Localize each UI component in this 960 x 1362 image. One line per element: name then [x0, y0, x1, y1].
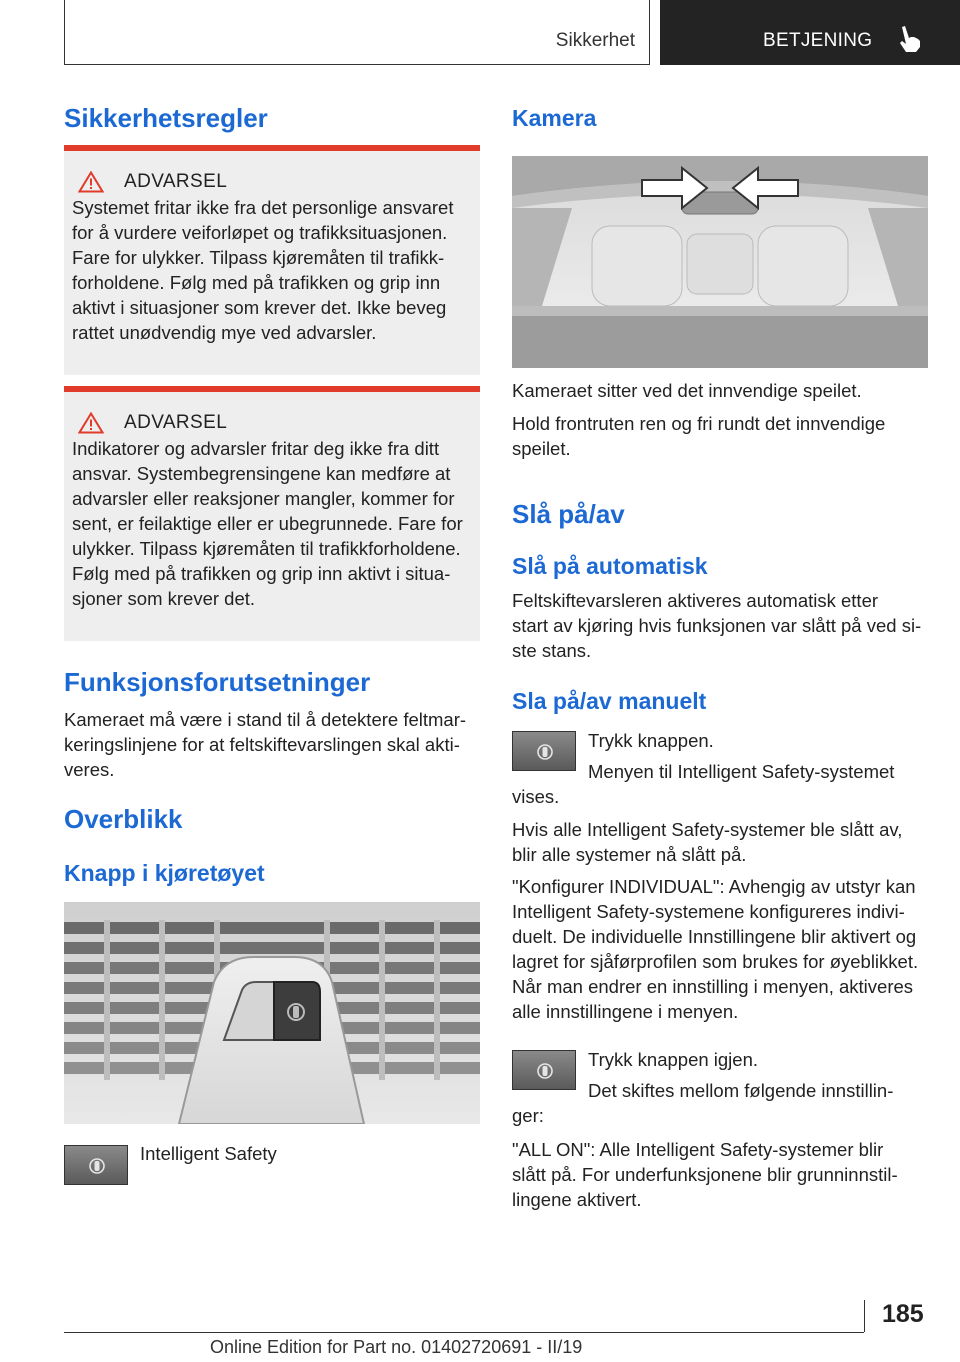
- intelligent-safety-icon: [537, 742, 553, 762]
- all-off-text: Hvis alle Intelligent Safety-systemer ble slått av, blir alle systemer nå slått på.: [512, 819, 903, 865]
- safety-rules-heading: Sikkerhetsregler: [64, 103, 268, 133]
- step2-press-text: Trykk knappen igjen.: [588, 1049, 759, 1070]
- pointing-hand-icon: [896, 25, 922, 53]
- header-chapter-tab: [660, 0, 960, 65]
- camera-photo: [512, 156, 928, 368]
- intelligent-safety-button-image: [512, 1050, 576, 1090]
- intelligent-safety-icon: [89, 1156, 105, 1176]
- manual-on-off-heading: Sla på/av manuelt: [512, 688, 707, 714]
- warning-box-1: [64, 145, 480, 375]
- intelligent-safety-button-image: [512, 731, 576, 771]
- vehicle-button-photo: [64, 902, 480, 1124]
- auto-on-heading: Slå på automatisk: [512, 553, 708, 579]
- warning-text: Systemet fritar ikke fra det personlige ansvaret for å vurdere veiforløpet og trafikksituasjonen. Fare for ulykker. Tilpass kjøremåten til trafikk- forholdene. Følg med på trafikken og grip inn aktivt i situasjoner som krever det. Ikke beveg rattet unødvendig mye ved advarsler.: [72, 197, 454, 343]
- warning-text: Indikatorer og advarsler fritar deg ikke fra ditt ansvar. Systembegrensingene kan medføre at advarsler eller reaksjoner mangler, kommer for sent, er feilaktige eller er ubegrunnede. Fare for ulykker. Tilpass kjøremåten til trafikkforholdene. Følg med på trafikken og grip inn aktivt i situa- sjoner som krever det.: [72, 438, 463, 609]
- step2-switch-text: Det skiftes mellom følgende innstillin-: [588, 1080, 894, 1101]
- camera-location-text: Kameraet sitter ved det innvendige speilet.: [512, 380, 862, 401]
- warning-label: ADVARSEL: [124, 171, 228, 192]
- intelligent-safety-icon: [537, 1061, 553, 1081]
- prerequisites-heading: Funksjonsforutsetninger: [64, 667, 371, 697]
- button-caption: Intelligent Safety: [140, 1143, 277, 1164]
- button-in-vehicle-heading: Knapp i kjøretøyet: [64, 860, 265, 886]
- warning-box-2: [64, 386, 480, 641]
- all-on-text: "ALL ON": Alle Intelligent Safety-systemer blir slått på. For underfunksjonene blir grunninnstil- lingene aktivert.: [512, 1139, 898, 1210]
- header-section-tab: [64, 0, 650, 65]
- footer-edition-text: Online Edition for Part no. 01402720691 - II/19: [210, 1337, 583, 1357]
- warning-label: ADVARSEL: [124, 412, 228, 433]
- auto-on-text: Feltskiftevarsleren aktiveres automatisk etter start av kjøring hvis funksjonen var slått på ved si- ste stans.: [512, 590, 922, 661]
- step1-press-text: Trykk knappen.: [588, 730, 714, 751]
- footer-divider-tick: [864, 1300, 865, 1332]
- overview-heading: Overblikk: [64, 804, 183, 834]
- prerequisites-text: Kameraet må være i stand til å detektere feltmar- keringslinjene for at feltskiftevarslingen skal akti- veres.: [64, 709, 467, 780]
- header-chapter-label: BETJENING: [763, 30, 873, 51]
- step1-menu-text: Menyen til Intelligent Safety-systemet: [588, 761, 895, 782]
- warning-triangle-icon: [78, 171, 104, 193]
- step2-switch-text-cont: ger:: [512, 1105, 544, 1126]
- page-number: 185: [882, 1300, 924, 1328]
- header-section-label: Sikkerhet: [555, 30, 635, 51]
- camera-clean-text: Hold frontruten ren og fri rundt det innvendige speilet.: [512, 413, 886, 459]
- step1-menu-text-cont: vises.: [512, 786, 560, 807]
- on-off-heading: Slå på/av: [512, 499, 625, 529]
- footer-rule: [64, 1332, 864, 1333]
- intelligent-safety-button-image: [64, 1145, 128, 1185]
- configure-individual-text: "Konfigurer INDIVIDUAL": Avhengig av utstyr kan Intelligent Safety-systemene konfigureres indivi- duelt. De individuelle Innstillingene blir aktivert og lagret for sjåførprofilen som brukes for øyeblikket. Når man endrer en innstilling i menyen, aktiveres alle innstillingene i menyen.: [512, 876, 919, 1022]
- warning-triangle-icon: [78, 412, 104, 434]
- camera-heading: Kamera: [512, 105, 597, 131]
